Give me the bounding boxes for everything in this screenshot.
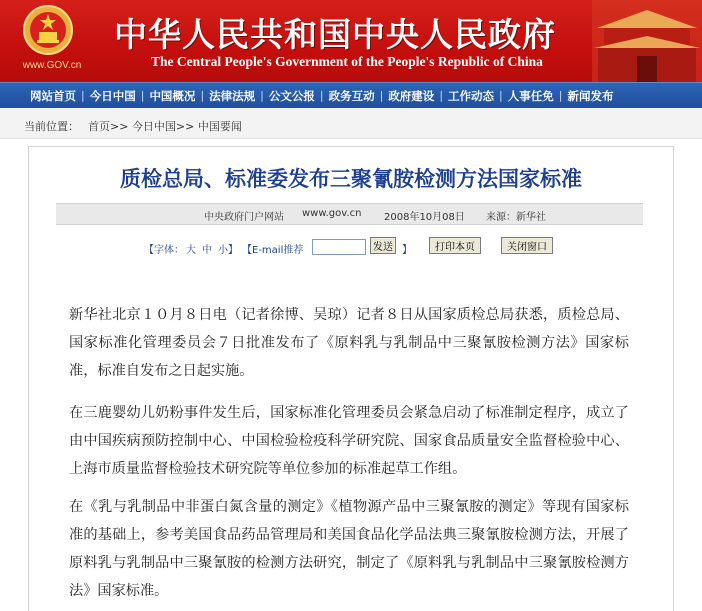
breadcrumb-today-link[interactable]: 今日中国>> — [131, 120, 195, 133]
article-paragraph-2: 在三鹿婴幼儿奶粉事件发生后，国家标准化管理委员会紧急启动了标准制定程序，成立了由中国疾病预防控制中心、中国检验检疫科学研究院、国家食品质量安全监督检验中心、上海市质量监督检验技术研究院等单位参加的标准起草工作组。 — [69, 405, 629, 477]
nav-item-7[interactable]: 政府建设 — [388, 88, 435, 103]
nav-separator: | — [260, 89, 264, 102]
font-medium-link[interactable]: 中 — [202, 245, 212, 256]
nav-separator: | — [499, 89, 503, 102]
article-paragraph-1: 新华社北京１０月８日电（记者徐博、吴琼）记者８日从国家质检总局获悉，质检总局、国家标准化管理委员会７日批准发布了《原料乳与乳制品中三聚氰胺检测方法》国家标准，标准自发布之日起实施。 — [69, 307, 629, 379]
nav-separator: | — [439, 89, 444, 102]
site-title-english: The Central People's Government of the People's Republic of China — [151, 54, 543, 69]
nav-item-5[interactable]: 公文公报 — [268, 88, 315, 103]
article-paragraph-3: 在《乳与乳制品中非蛋白氮含量的测定》《植物源产品中三聚氰胺的测定》等现有国家标准的基础上，参考美国食品药品管理局和美国食品化学品法典三聚氰胺检测方法，开展了原料乳与乳制品中三聚氰胺的检测方法研究，制定了《原料乳与乳制品中三聚氰胺检测方法》国家标准。 — [69, 499, 629, 599]
breadcrumb — [0, 108, 702, 139]
nav-separator: | — [81, 89, 85, 102]
font-small-link[interactable]: 小】 — [218, 245, 238, 256]
nav-item-10[interactable]: 新闻发布 — [567, 88, 614, 103]
site-url[interactable]: www.GOV.cn — [22, 60, 82, 71]
close-window-button[interactable]: 关闭窗口 — [501, 237, 553, 254]
nav-separator: | — [558, 89, 563, 102]
source-url: www.gov.cn — [302, 208, 362, 219]
article-title: 质检总局、标准委发布三聚氰胺检测方法国家标准 — [120, 166, 582, 191]
tiananmen-gate-icon — [592, 0, 702, 82]
nav-item-4[interactable]: 法律法规 — [209, 88, 256, 103]
font-size-label: 【字体： — [144, 245, 184, 256]
nav-item-2[interactable]: 今日中国 — [89, 88, 136, 103]
main-nav — [0, 82, 702, 108]
nav-item-8[interactable]: 工作动态 — [448, 88, 495, 103]
nav-item-6[interactable]: 政务互动 — [328, 88, 375, 103]
font-large-link[interactable]: 大 — [186, 245, 196, 256]
publish-date: 2008年10月08日 — [384, 212, 465, 223]
news-origin: 来源：新华社 — [486, 212, 546, 223]
breadcrumb-news-link[interactable]: 中国要闻 — [197, 120, 242, 133]
nav-item-1[interactable]: 网站首页 — [30, 88, 76, 103]
site-header — [0, 0, 702, 82]
email-input[interactable] — [312, 239, 366, 255]
email-recommend-label: 【E-mail推荐 — [242, 245, 304, 256]
national-emblem-icon — [22, 4, 74, 56]
nav-separator: | — [379, 89, 384, 102]
article-meta-bar — [56, 203, 643, 225]
source-site: 中央政府门户网站 — [204, 212, 284, 223]
breadcrumb-home-link[interactable]: 首页>> — [88, 120, 129, 133]
nav-separator: | — [319, 89, 324, 102]
nav-item-9[interactable]: 人事任免 — [507, 88, 554, 103]
print-button[interactable]: 打印本页 — [429, 237, 481, 254]
site-title-chinese: 中华人民共和国中央人民政府 — [114, 15, 556, 54]
email-bracket-close: 】 — [402, 245, 412, 256]
nav-item-3[interactable]: 中国概况 — [149, 88, 196, 103]
send-button[interactable]: 发送 — [370, 237, 396, 254]
article-panel — [28, 146, 674, 611]
nav-separator: | — [140, 89, 145, 102]
breadcrumb-path — [88, 118, 242, 134]
nav-separator: | — [200, 89, 205, 102]
breadcrumb-label: 当前位置： — [24, 120, 79, 133]
